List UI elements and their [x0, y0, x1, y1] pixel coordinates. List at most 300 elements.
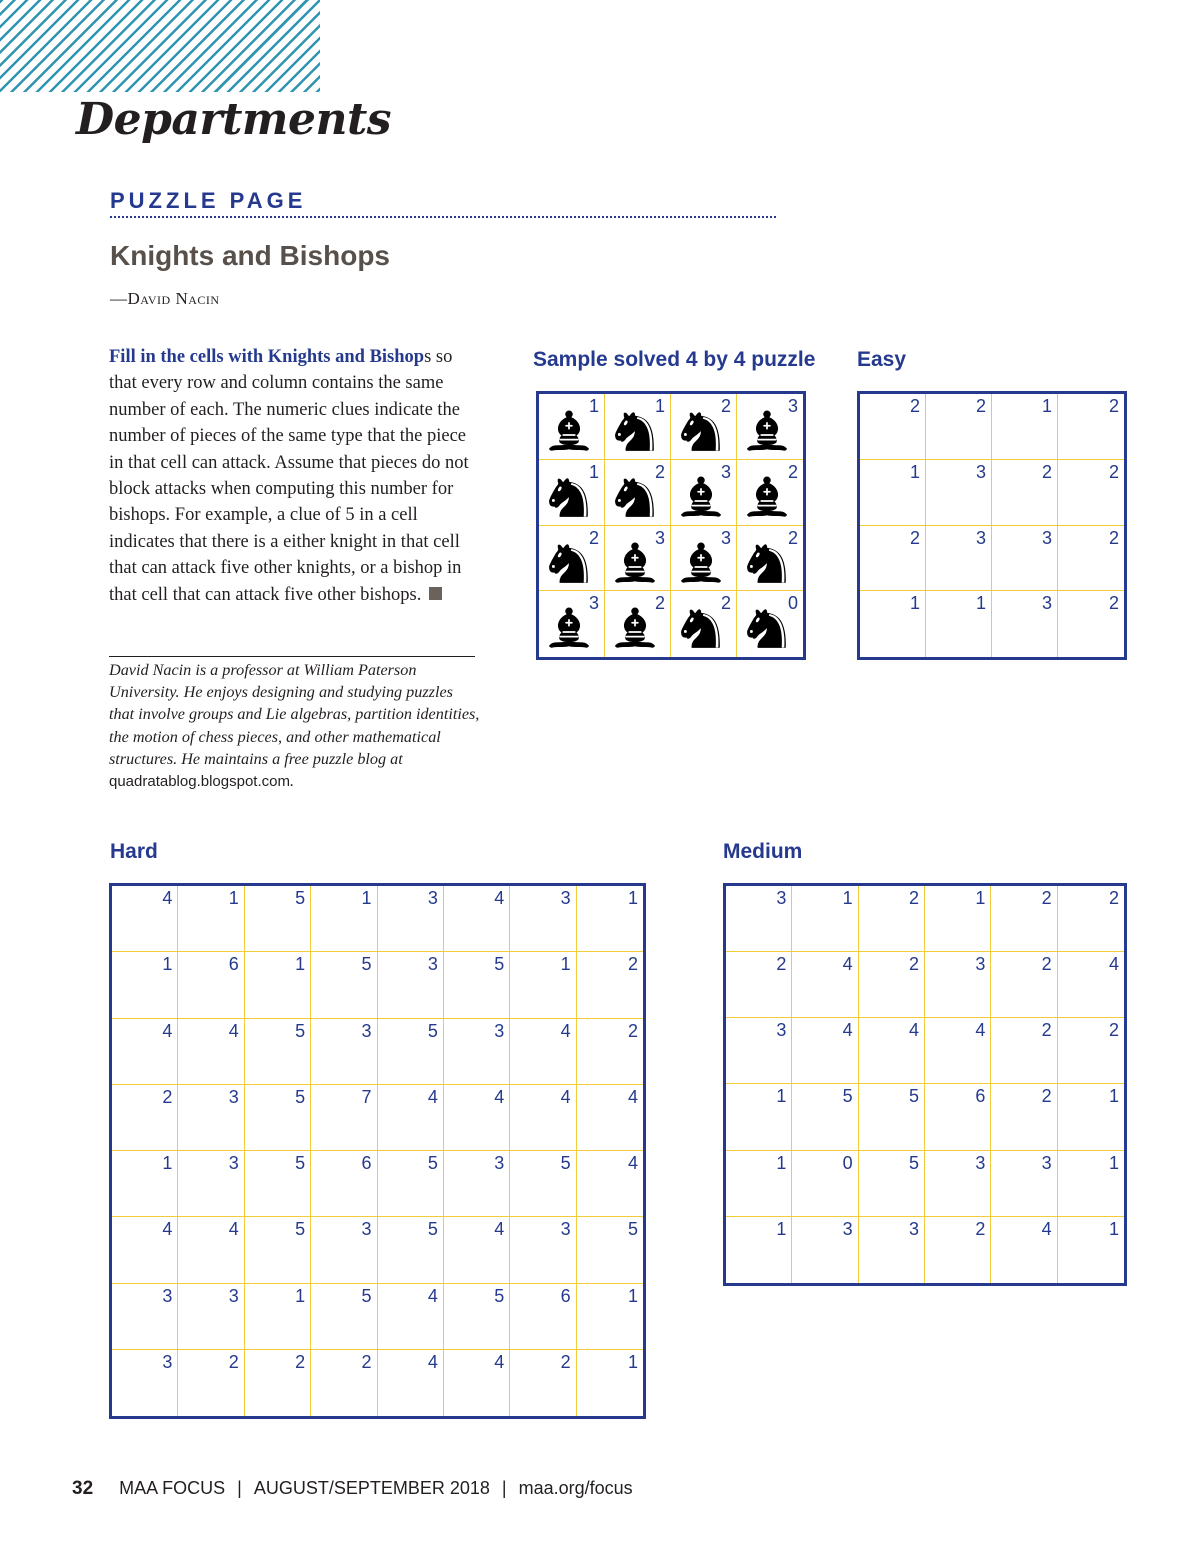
hard-grid-cell[interactable]	[577, 1151, 643, 1217]
medium-puzzle-label: Medium	[723, 840, 803, 863]
clue-number: 3	[787, 396, 798, 416]
hard-grid-cell[interactable]	[378, 952, 444, 1018]
medium-puzzle-grid	[723, 883, 1127, 1286]
clue-number: 5	[842, 1086, 853, 1107]
knight-icon	[741, 601, 793, 655]
clue-number: 0	[787, 593, 798, 614]
sample-grid-cell	[605, 394, 671, 460]
clue-number: 4	[1041, 1218, 1052, 1239]
medium-grid-cell[interactable]	[859, 1018, 925, 1084]
medium-grid-cell[interactable]	[792, 1217, 858, 1283]
intro-paragraph	[109, 344, 481, 608]
hard-grid-cell[interactable]	[311, 886, 377, 952]
knight-icon	[543, 470, 595, 524]
clue-number: 4	[842, 954, 853, 975]
clue-number: 5	[295, 888, 306, 908]
clue-number: 4	[975, 1020, 986, 1041]
bio-url-link[interactable]: quadratablog.blogspot.com	[109, 773, 290, 791]
decorative-hatch-band	[0, 0, 320, 92]
easy-grid-cell[interactable]	[860, 460, 926, 526]
clue-number: 3	[776, 1020, 787, 1041]
clue-number: 5	[295, 1153, 306, 1173]
medium-grid-cell[interactable]	[1058, 952, 1124, 1018]
hard-grid-cell[interactable]	[577, 1350, 643, 1416]
hard-grid-cell[interactable]	[378, 886, 444, 952]
clue-number: 1	[975, 593, 986, 614]
hard-grid-cell[interactable]	[112, 886, 178, 952]
clue-number: 2	[588, 527, 599, 548]
clue-number: 2	[975, 1218, 986, 1239]
clue-number: 1	[776, 1218, 787, 1239]
clue-number: 3	[588, 593, 599, 614]
clue-number: 1	[1108, 1218, 1119, 1239]
hard-grid-cell[interactable]	[178, 1284, 244, 1350]
clue-number: 4	[228, 1219, 239, 1240]
hard-grid-cell[interactable]	[378, 1085, 444, 1151]
easy-grid-cell[interactable]	[992, 591, 1058, 657]
sample-grid-cell	[737, 526, 803, 592]
hard-grid-cell[interactable]	[178, 1151, 244, 1217]
sample-grid-cell	[671, 526, 737, 592]
clue-number: 5	[295, 1020, 306, 1041]
knight-icon	[675, 601, 727, 655]
hard-grid-cell[interactable]	[112, 1019, 178, 1085]
hard-grid-cell[interactable]	[178, 886, 244, 952]
bishop-icon	[543, 601, 595, 655]
medium-grid-cell[interactable]	[925, 1018, 991, 1084]
footer-url-link[interactable]: maa.org/focus	[518, 1478, 633, 1498]
clue-number: 3	[975, 461, 986, 482]
hard-grid-cell[interactable]	[311, 1217, 377, 1283]
sample-grid-cell	[737, 591, 803, 657]
medium-grid-cell[interactable]	[925, 1151, 991, 1217]
clue-number: 1	[776, 1152, 787, 1173]
clue-number: 4	[162, 1219, 173, 1240]
easy-puzzle-grid	[857, 391, 1127, 660]
clue-number: 2	[909, 527, 920, 548]
hard-puzzle-grid	[109, 883, 646, 1419]
clue-number: 1	[627, 1285, 638, 1306]
sample-puzzle-grid	[536, 391, 806, 660]
clue-number: 3	[494, 1020, 505, 1041]
hard-puzzle-label: Hard	[110, 840, 158, 863]
bio-end: .	[289, 772, 295, 791]
clue-number: 2	[975, 396, 986, 416]
hard-grid-cell[interactable]	[444, 1350, 510, 1416]
clue-number: 1	[588, 461, 599, 482]
medium-grid-cell[interactable]	[792, 952, 858, 1018]
page-footer	[72, 1478, 633, 1500]
clue-number: 1	[909, 461, 920, 482]
clue-number: 1	[162, 954, 173, 975]
easy-puzzle-label: Easy	[857, 348, 907, 371]
author-bio	[109, 659, 481, 793]
clue-number: 3	[162, 1285, 173, 1306]
knight-icon	[741, 536, 793, 590]
clue-number: 4	[494, 1351, 505, 1372]
clue-number: 5	[295, 1219, 306, 1240]
clue-number: 2	[908, 888, 919, 908]
hard-grid-cell[interactable]	[245, 886, 311, 952]
hard-grid-cell[interactable]	[510, 1019, 576, 1085]
clue-number: 3	[842, 1218, 853, 1239]
hard-grid-cell[interactable]	[378, 1284, 444, 1350]
easy-grid-cell[interactable]	[860, 591, 926, 657]
easy-grid-cell[interactable]	[926, 591, 992, 657]
clue-number: 3	[427, 888, 438, 908]
clue-number: 3	[1041, 593, 1052, 614]
clue-number: 2	[1041, 954, 1052, 975]
clue-number: 3	[720, 527, 731, 548]
clue-number: 1	[228, 888, 239, 908]
hard-grid-cell[interactable]	[112, 1217, 178, 1283]
medium-grid-cell[interactable]	[991, 886, 1057, 952]
sample-grid-cell	[605, 460, 671, 526]
medium-grid-cell[interactable]	[792, 886, 858, 952]
hard-grid-cell[interactable]	[245, 1217, 311, 1283]
hard-grid-cell[interactable]	[577, 886, 643, 952]
clue-number: 6	[361, 1153, 372, 1173]
clue-number: 4	[560, 1020, 571, 1041]
clue-number: 3	[427, 954, 438, 975]
clue-number: 2	[361, 1351, 372, 1372]
medium-grid-cell[interactable]	[925, 1217, 991, 1283]
hard-grid-cell[interactable]	[245, 1019, 311, 1085]
clue-number: 1	[842, 888, 853, 908]
clue-number: 4	[1108, 954, 1119, 975]
bio-text: David Nacin is a professor at William Paterson University. He enjoys designing and studying puzzles that involve groups and Lie algebras, partition identities, the motion of chess pieces, and other mathematical structures. He maintains a free puzzle blog at	[109, 661, 480, 768]
clue-number: 3	[975, 1152, 986, 1173]
hard-grid-cell[interactable]	[112, 1284, 178, 1350]
clue-number: 6	[975, 1086, 986, 1107]
clue-number: 3	[654, 527, 665, 548]
hard-grid-cell[interactable]	[444, 952, 510, 1018]
hard-grid-cell[interactable]	[444, 1217, 510, 1283]
hard-grid-cell[interactable]	[510, 1085, 576, 1151]
clue-number: 2	[776, 954, 787, 975]
footer-separator: |	[237, 1478, 242, 1498]
intro-body: s so that every row and column contains the same number of each. The numeric clues indicate the number of pieces of the same type that the piece in that cell can attack. Assume that pieces do not block attacks when computing this number for bishops. For example, a clue of 5 in a cell indicates that there is a either knight in that cell that can attack five other knights, or a bishop in that cell that can attack five other bishops.	[109, 347, 469, 605]
hard-grid-cell[interactable]	[311, 1085, 377, 1151]
bishop-icon	[675, 536, 727, 590]
issue-date: AUGUST/SEPTEMBER 2018	[253, 1478, 490, 1498]
hard-grid-cell[interactable]	[378, 1019, 444, 1085]
knight-icon	[609, 470, 661, 524]
knight-icon	[609, 404, 661, 458]
hard-grid-cell[interactable]	[510, 886, 576, 952]
easy-grid-cell[interactable]	[860, 526, 926, 592]
medium-grid-cell[interactable]	[859, 1217, 925, 1283]
byline: —David Nacin	[110, 289, 220, 308]
clue-number: 4	[162, 1020, 173, 1041]
medium-grid-cell[interactable]	[726, 886, 792, 952]
clue-number: 4	[427, 1351, 438, 1372]
clue-number: 1	[1108, 1152, 1119, 1173]
clue-number: 3	[162, 1351, 173, 1372]
clue-number: 2	[720, 593, 731, 614]
clue-number: 1	[627, 888, 638, 908]
bishop-icon	[543, 404, 595, 458]
hard-grid-cell[interactable]	[378, 1217, 444, 1283]
hard-grid-cell[interactable]	[178, 1085, 244, 1151]
clue-number: 3	[1041, 1152, 1052, 1173]
clue-number: 3	[776, 888, 787, 908]
hard-grid-cell[interactable]	[245, 1151, 311, 1217]
sample-puzzle-label: Sample solved 4 by 4 puzzle	[533, 348, 816, 371]
clue-number: 2	[654, 593, 665, 614]
easy-grid-cell[interactable]	[992, 526, 1058, 592]
bishop-icon	[609, 536, 661, 590]
clue-number: 5	[427, 1020, 438, 1041]
clue-number: 5	[908, 1086, 919, 1107]
clue-number: 2	[1108, 888, 1119, 908]
footer-separator: |	[501, 1478, 507, 1498]
clue-number: 3	[228, 1086, 239, 1107]
clue-number: 3	[975, 527, 986, 548]
easy-grid-cell[interactable]	[860, 394, 926, 460]
easy-grid-cell[interactable]	[1058, 526, 1124, 592]
medium-grid-cell[interactable]	[859, 952, 925, 1018]
clue-number: 1	[295, 1285, 306, 1306]
sample-grid-cell	[605, 526, 671, 592]
hard-grid-cell[interactable]	[378, 1350, 444, 1416]
hard-grid-cell[interactable]	[510, 1217, 576, 1283]
clue-number: 3	[908, 1218, 919, 1239]
clue-number: 4	[228, 1020, 239, 1041]
clue-number: 1	[295, 954, 306, 975]
clue-number: 1	[361, 888, 372, 908]
hard-grid-cell[interactable]	[378, 1151, 444, 1217]
clue-number: 2	[1108, 1020, 1119, 1041]
clue-number: 0	[842, 1152, 853, 1173]
hard-grid-cell[interactable]	[510, 1151, 576, 1217]
clue-number: 5	[295, 1086, 306, 1107]
easy-grid-cell[interactable]	[926, 526, 992, 592]
hard-grid-cell[interactable]	[577, 1284, 643, 1350]
hard-grid-cell[interactable]	[245, 952, 311, 1018]
medium-grid-cell[interactable]	[991, 1084, 1057, 1150]
clue-number: 3	[361, 1020, 372, 1041]
clue-number: 2	[787, 461, 798, 482]
clue-number: 4	[427, 1285, 438, 1306]
clue-number: 4	[627, 1086, 638, 1107]
clue-number: 3	[228, 1153, 239, 1173]
clue-number: 3	[560, 1219, 571, 1240]
knight-icon	[675, 404, 727, 458]
end-mark-icon	[429, 587, 442, 600]
hard-grid-cell[interactable]	[577, 952, 643, 1018]
hard-grid-cell[interactable]	[444, 1019, 510, 1085]
medium-grid-cell[interactable]	[1058, 1084, 1124, 1150]
medium-grid-cell[interactable]	[925, 1084, 991, 1150]
medium-grid-cell[interactable]	[726, 1018, 792, 1084]
medium-grid-cell[interactable]	[726, 952, 792, 1018]
medium-grid-cell[interactable]	[1058, 1151, 1124, 1217]
page-number: 32	[72, 1478, 94, 1499]
clue-number: 4	[494, 1219, 505, 1240]
hard-grid-cell[interactable]	[178, 952, 244, 1018]
hard-grid-cell[interactable]	[112, 1151, 178, 1217]
clue-number: 4	[494, 1086, 505, 1107]
medium-grid-cell[interactable]	[726, 1084, 792, 1150]
sample-grid-cell	[671, 591, 737, 657]
hard-grid-cell[interactable]	[311, 1151, 377, 1217]
clue-number: 2	[1041, 1086, 1052, 1107]
clue-number: 5	[627, 1219, 638, 1240]
medium-grid-cell[interactable]	[859, 1084, 925, 1150]
clue-number: 1	[162, 1153, 173, 1173]
medium-grid-cell[interactable]	[792, 1018, 858, 1084]
clue-number: 5	[361, 1285, 372, 1306]
medium-grid-cell[interactable]	[991, 952, 1057, 1018]
medium-grid-cell[interactable]	[925, 952, 991, 1018]
easy-grid-cell[interactable]	[926, 394, 992, 460]
bio-divider	[109, 656, 475, 657]
hard-grid-cell[interactable]	[444, 1085, 510, 1151]
clue-number: 3	[494, 1153, 505, 1173]
medium-grid-cell[interactable]	[726, 1217, 792, 1283]
clue-number: 4	[494, 888, 505, 908]
clue-number: 1	[1041, 396, 1052, 416]
clue-number: 3	[361, 1219, 372, 1240]
medium-grid-cell[interactable]	[991, 1217, 1057, 1283]
hard-grid-cell[interactable]	[444, 886, 510, 952]
clue-number: 2	[1108, 396, 1119, 416]
clue-number: 2	[1041, 1020, 1052, 1041]
hard-grid-cell[interactable]	[178, 1019, 244, 1085]
clue-number: 3	[228, 1285, 239, 1306]
medium-grid-cell[interactable]	[859, 1151, 925, 1217]
clue-number: 5	[361, 954, 372, 975]
bishop-icon	[741, 404, 793, 458]
hard-grid-cell[interactable]	[112, 952, 178, 1018]
clue-number: 2	[654, 461, 665, 482]
hard-grid-cell[interactable]	[311, 1350, 377, 1416]
clue-number: 6	[560, 1285, 571, 1306]
clue-number: 7	[361, 1086, 372, 1107]
hard-grid-cell[interactable]	[178, 1217, 244, 1283]
hard-grid-cell[interactable]	[311, 1019, 377, 1085]
medium-grid-cell[interactable]	[991, 1018, 1057, 1084]
clue-number: 2	[1108, 593, 1119, 614]
sample-grid-cell	[539, 394, 605, 460]
hard-grid-cell[interactable]	[577, 1217, 643, 1283]
clue-number: 1	[560, 954, 571, 975]
sample-grid-cell	[671, 460, 737, 526]
medium-grid-cell[interactable]	[1058, 1217, 1124, 1283]
clue-number: 6	[228, 954, 239, 975]
medium-grid-cell[interactable]	[1058, 1018, 1124, 1084]
sample-grid-cell	[539, 460, 605, 526]
hard-grid-cell[interactable]	[510, 1284, 576, 1350]
intro-lead: Fill in the cells with Knights and Bishop	[109, 347, 425, 367]
hard-grid-cell[interactable]	[444, 1151, 510, 1217]
clue-number: 5	[908, 1152, 919, 1173]
medium-grid-cell[interactable]	[792, 1151, 858, 1217]
easy-grid-cell[interactable]	[1058, 394, 1124, 460]
clue-number: 1	[1108, 1086, 1119, 1107]
bishop-icon	[609, 601, 661, 655]
clue-number: 3	[560, 888, 571, 908]
easy-grid-cell[interactable]	[992, 394, 1058, 460]
clue-number: 5	[494, 1285, 505, 1306]
clue-number: 5	[427, 1219, 438, 1240]
clue-number: 4	[842, 1020, 853, 1041]
publication-name: MAA FOCUS	[119, 1478, 226, 1498]
article-title: Knights and Bishops	[110, 240, 390, 271]
hard-grid-cell[interactable]	[245, 1350, 311, 1416]
clue-number: 2	[162, 1086, 173, 1107]
medium-grid-cell[interactable]	[991, 1151, 1057, 1217]
sample-grid-cell	[605, 591, 671, 657]
clue-number: 1	[975, 888, 986, 908]
clue-number: 1	[627, 1351, 638, 1372]
sample-grid-cell	[737, 394, 803, 460]
hard-grid-cell[interactable]	[311, 952, 377, 1018]
clue-number: 2	[908, 954, 919, 975]
medium-grid-cell[interactable]	[792, 1084, 858, 1150]
hard-grid-cell[interactable]	[577, 1019, 643, 1085]
section-title: Departments	[76, 94, 392, 145]
bishop-icon	[741, 470, 793, 524]
clue-number: 2	[627, 954, 638, 975]
clue-number: 4	[427, 1086, 438, 1107]
hard-grid-cell[interactable]	[245, 1284, 311, 1350]
clue-number: 3	[1041, 527, 1052, 548]
easy-grid-cell[interactable]	[1058, 460, 1124, 526]
sample-grid-cell	[737, 460, 803, 526]
sample-grid-cell	[539, 526, 605, 592]
hard-grid-cell[interactable]	[311, 1284, 377, 1350]
medium-grid-cell[interactable]	[859, 886, 925, 952]
hard-grid-cell[interactable]	[245, 1085, 311, 1151]
hard-grid-cell[interactable]	[444, 1284, 510, 1350]
hard-grid-cell[interactable]	[112, 1350, 178, 1416]
hard-grid-cell[interactable]	[577, 1085, 643, 1151]
sample-grid-cell	[671, 394, 737, 460]
clue-number: 5	[494, 954, 505, 975]
medium-grid-cell[interactable]	[1058, 886, 1124, 952]
easy-grid-cell[interactable]	[926, 460, 992, 526]
hard-grid-cell[interactable]	[178, 1350, 244, 1416]
clue-number: 2	[720, 396, 731, 416]
clue-number: 4	[560, 1086, 571, 1107]
clue-number: 4	[627, 1153, 638, 1173]
medium-grid-cell[interactable]	[726, 1151, 792, 1217]
clue-number: 1	[654, 396, 665, 416]
clue-number: 3	[720, 461, 731, 482]
clue-number: 2	[909, 396, 920, 416]
clue-number: 2	[1108, 527, 1119, 548]
clue-number: 4	[908, 1020, 919, 1041]
clue-number: 4	[162, 888, 173, 908]
clue-number: 1	[909, 593, 920, 614]
easy-grid-cell[interactable]	[992, 460, 1058, 526]
clue-number: 2	[228, 1351, 239, 1372]
knight-icon	[543, 536, 595, 590]
medium-grid-cell[interactable]	[925, 886, 991, 952]
clue-number: 2	[1041, 461, 1052, 482]
hard-grid-cell[interactable]	[510, 1350, 576, 1416]
hard-grid-cell[interactable]	[112, 1085, 178, 1151]
hard-grid-cell[interactable]	[510, 952, 576, 1018]
clue-number: 2	[295, 1351, 306, 1372]
clue-number: 3	[975, 954, 986, 975]
bishop-icon	[675, 470, 727, 524]
easy-grid-cell[interactable]	[1058, 591, 1124, 657]
sample-grid-cell	[539, 591, 605, 657]
clue-number: 2	[560, 1351, 571, 1372]
